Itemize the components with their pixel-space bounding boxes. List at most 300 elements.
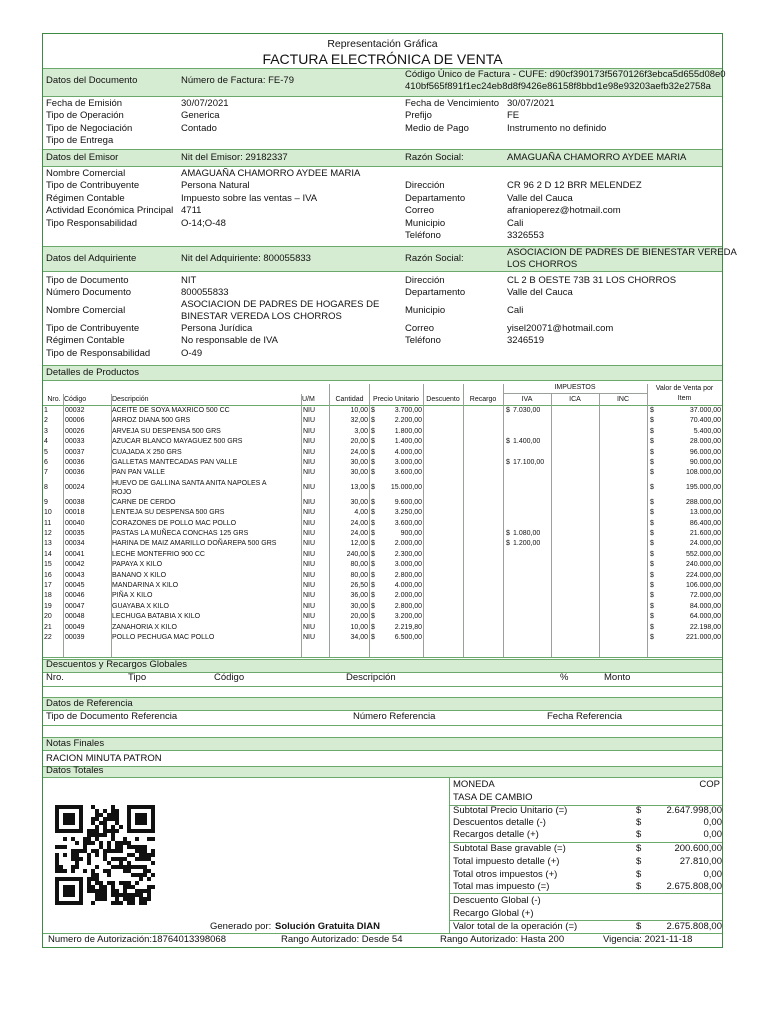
row-description: CORAZONES DE POLLO MAC POLLO	[112, 519, 237, 527]
field-label: Actividad Económica Principal	[46, 205, 174, 216]
field-value: No responsable de IVA	[181, 335, 278, 346]
field-value: 30/07/2021	[181, 98, 229, 109]
field-label: Tipo de Responsabilidad	[46, 348, 151, 359]
total-value: 2.675.808,00	[666, 881, 722, 892]
col-sep-1	[63, 394, 64, 657]
buyer-section-title: Datos del Adquiriente	[46, 253, 137, 264]
exchange-label: TASA DE CAMBIO	[453, 792, 533, 803]
row-price-currency: $	[371, 602, 375, 610]
row-value-currency: $	[650, 407, 654, 414]
row-price-currency: $	[371, 582, 375, 589]
row-price-currency: $	[371, 459, 375, 466]
buyer-razon-label: Razón Social:	[405, 253, 464, 264]
row-price: 2.800,00	[394, 602, 422, 610]
ref-col-numero: Número Referencia	[353, 711, 436, 722]
col-valor-1: Valor de Venta por	[655, 385, 714, 392]
row-description: BANANO X KILO	[112, 571, 167, 579]
range-to: Rango Autorizado: Hasta 200	[440, 934, 565, 945]
row-um: NIU	[303, 427, 316, 435]
row-value: 64.000,00	[689, 613, 721, 621]
issuer-section-title: Datos del Emisor	[46, 152, 119, 163]
row-value-currency: $	[650, 498, 654, 506]
subtitle: Representación Gráfica	[327, 38, 438, 50]
row-um: NIU	[303, 592, 316, 600]
total-currency: $	[636, 805, 642, 816]
row-nro: 13	[44, 540, 52, 548]
row-nro: 16	[44, 571, 52, 579]
row-price: 1.400,00	[394, 438, 422, 446]
row-price: 3.000,00	[394, 561, 422, 569]
field-label: Departamento	[405, 287, 466, 298]
row-value: 22.198,00	[689, 623, 721, 631]
disc-col-monto: Monto	[604, 672, 631, 683]
notes-text: RACION MINUTA PATRON	[46, 753, 162, 764]
products-section-title: Detalles de Productos	[46, 367, 139, 378]
row-nro: 17	[44, 582, 52, 589]
global-charge: Recargo Global (+)	[453, 908, 534, 919]
col-sep-10	[599, 394, 600, 657]
row-description: LECHUGA BATABIA X KILO	[112, 613, 201, 621]
row-um: NIU	[303, 519, 316, 527]
row-price: 2.000,00	[394, 540, 422, 548]
row-description: ROJO	[112, 488, 132, 496]
currency-value: COP	[699, 779, 720, 790]
row-code: 00032	[65, 407, 85, 414]
row-code: 00026	[65, 427, 85, 435]
col-recargo: Recargo	[469, 396, 497, 403]
row-value-currency: $	[650, 519, 654, 527]
row-description: GALLETAS MANTECADAS PAN VALLE	[112, 459, 238, 466]
invoice-number: Número de Factura: FE-79	[181, 75, 294, 86]
field-label: Régimen Contable	[46, 335, 125, 346]
row-nro: 8	[44, 484, 48, 492]
row-price: 3.600,00	[394, 469, 422, 477]
ref-col-tipo: Tipo de Documento Referencia	[46, 711, 178, 722]
total-value: 0,00	[703, 829, 722, 840]
row-price-currency: $	[371, 427, 375, 435]
row-price-currency: $	[371, 561, 375, 569]
row-value-currency: $	[650, 540, 654, 548]
row-value-currency: $	[650, 417, 654, 425]
field-label: Tipo de Entrega	[46, 135, 114, 146]
row-price: 3.250,00	[394, 509, 422, 517]
field-label: Tipo de Negociación	[46, 123, 133, 134]
row-code: 00039	[65, 634, 85, 641]
row-nro: 4	[44, 438, 48, 446]
row-code: 00006	[65, 417, 85, 425]
row-code: 00045	[65, 582, 85, 589]
qr-code	[52, 805, 158, 905]
col-descuento: Descuento	[426, 396, 460, 403]
row-value: 24.000,00	[689, 540, 721, 548]
totals-sep-2	[449, 842, 722, 843]
row-code: 00043	[65, 571, 85, 579]
field-value: CR 96 2 D 12 BRR MELENDEZ	[507, 180, 642, 191]
row-description: PASTAS LA MUÑECA CONCHAS 125 GRS	[112, 530, 249, 537]
row-value-currency: $	[650, 484, 654, 492]
row-value: 221.000,00	[685, 634, 721, 641]
row-description: MANDARINA X KILO	[112, 582, 179, 589]
range-from: Rango Autorizado: Desde 54	[281, 934, 403, 945]
issuer-razon-value: AMAGUAÑA CHAMORRO AYDEE MARIA	[507, 152, 687, 163]
row-price: 9.600,00	[394, 498, 422, 506]
field-label: Prefijo	[405, 110, 432, 121]
row-um: NIU	[303, 448, 316, 456]
col-descripcion: Descripción	[112, 396, 149, 403]
field-value: Cali	[507, 218, 524, 229]
row-um: NIU	[303, 407, 316, 414]
row-nro: 20	[44, 613, 52, 621]
row-um: NIU	[303, 498, 316, 506]
field-label: Fecha de Emisión	[46, 98, 123, 109]
field-value: yisel20071@hotmail.com	[507, 323, 614, 334]
field-value: Valle del Cauca	[507, 287, 573, 298]
row-value-currency: $	[650, 469, 654, 477]
row-value: 288.000,00	[685, 498, 721, 506]
row-nro: 6	[44, 459, 48, 466]
row-um: NIU	[303, 459, 316, 466]
row-price-currency: $	[371, 530, 375, 537]
totals-sep-3	[449, 893, 722, 894]
row-price-currency: $	[371, 484, 375, 492]
field-label: Correo	[405, 205, 435, 216]
issuer-razon-label: Razón Social:	[405, 152, 464, 163]
field-value: O-14;O-48	[181, 218, 226, 229]
row-value: 86.400,00	[689, 519, 721, 527]
row-qty: 36,00	[350, 592, 368, 600]
field-label: Teléfono	[405, 335, 441, 346]
row-value: 90.000,00	[689, 459, 721, 466]
row-price: 1.800,00	[394, 427, 422, 435]
field-label: Municipio	[405, 305, 446, 316]
row-value: 96.000,00	[689, 448, 721, 456]
disc-col-tipo: Tipo	[128, 672, 147, 683]
col-inc: INC	[616, 396, 630, 403]
row-price-currency: $	[371, 571, 375, 579]
row-value: 13.000,00	[689, 509, 721, 517]
col-sep-11	[647, 384, 648, 657]
row-price: 2.800,00	[394, 571, 422, 579]
final-value: 2.675.808,00	[666, 921, 722, 932]
row-price-currency: $	[371, 438, 375, 446]
field-value: Instrumento no definido	[507, 123, 607, 134]
row-description: LENTEJA SU DESPENSA 500 GRS	[112, 509, 225, 517]
field-label: Departamento	[405, 193, 466, 204]
row-description: PIÑA X KILO	[112, 592, 153, 600]
row-qty: 24,00	[350, 519, 368, 527]
row-price-currency: $	[371, 634, 375, 641]
row-description: ARROZ DIANA 500 GRS	[112, 417, 191, 425]
field-label: Régimen Contable	[46, 193, 125, 204]
col-iva: IVA	[521, 396, 533, 403]
row-price-currency: $	[371, 417, 375, 425]
row-iva-currency: $	[506, 530, 510, 537]
row-iva-currency: $	[506, 407, 510, 414]
global-discount: Descuento Global (-)	[453, 895, 541, 906]
total-currency: $	[636, 856, 642, 867]
row-code: 00047	[65, 602, 85, 610]
row-description: PAN PAN VALLE	[112, 469, 165, 477]
total-currency: $	[636, 829, 642, 840]
row-um: NIU	[303, 484, 316, 492]
final-currency: $	[636, 921, 642, 932]
row-qty: 20,00	[350, 438, 368, 446]
row-price: 3.700,00	[394, 407, 422, 414]
col-impuestos: IMPUESTOS	[554, 384, 596, 391]
row-code: 00034	[65, 540, 85, 548]
row-price: 2.000,00	[394, 592, 422, 600]
col-sep-3	[301, 394, 302, 657]
field-value: Cali	[507, 305, 524, 316]
totals-section-title: Datos Totales	[46, 765, 104, 776]
total-value: 27.810,00	[679, 856, 722, 867]
row-description: HARINA DE MAIZ AMARILLO DOÑAREPA 500 GRS	[112, 540, 277, 548]
row-price-currency: $	[371, 498, 375, 506]
total-value: 0,00	[703, 869, 722, 880]
row-qty: 10,00	[350, 623, 368, 631]
row-um: NIU	[303, 561, 316, 569]
row-value-currency: $	[650, 550, 654, 558]
field-value: Generica	[181, 110, 220, 121]
buyer-razon-value-1: ASOCIACION DE PADRES DE BIENESTAR VEREDA	[507, 247, 737, 258]
row-price: 3.200,00	[394, 613, 422, 621]
buyer-razon-value-2: LOS CHORROS	[507, 259, 578, 270]
row-code: 00033	[65, 438, 85, 446]
buyer-nit: Nit del Adquiriente: 800055833	[181, 253, 311, 264]
total-label: Descuentos detalle (-)	[453, 817, 546, 828]
field-label: Teléfono	[405, 230, 441, 241]
field-value: 30/07/2021	[507, 98, 555, 109]
table-header-bottom	[43, 405, 722, 406]
row-iva: 1.200,00	[513, 540, 541, 548]
field-label: Municipio	[405, 218, 446, 229]
row-value-currency: $	[650, 613, 654, 621]
row-um: NIU	[303, 550, 316, 558]
row-price: 2.200,00	[394, 417, 422, 425]
row-price-currency: $	[371, 509, 375, 517]
field-value: Impuesto sobre las ventas – IVA	[181, 193, 318, 204]
row-um: NIU	[303, 582, 316, 589]
row-price-currency: $	[371, 448, 375, 456]
row-um: NIU	[303, 530, 316, 537]
row-iva-currency: $	[506, 540, 510, 548]
row-price: 3.600,00	[394, 519, 422, 527]
row-price: 4.000,00	[394, 582, 422, 589]
col-precio: Precio Unitario	[373, 396, 419, 403]
row-qty: 10,00	[350, 407, 368, 414]
col-codigo: Código	[64, 396, 87, 403]
field-value: afranioperez@hotmail.com	[507, 205, 621, 216]
total-currency: $	[636, 843, 642, 854]
generated-prefix: Generado por:	[210, 921, 272, 932]
field-label: Tipo de Operación	[46, 110, 124, 121]
field-label: Tipo de Contribuyente	[46, 180, 140, 191]
row-price: 3.000,00	[394, 459, 422, 466]
field-value: NIT	[181, 275, 197, 286]
field-label: Tipo de Documento	[46, 275, 129, 286]
row-qty: 30,00	[350, 469, 368, 477]
row-code: 00048	[65, 613, 85, 621]
row-value-currency: $	[650, 582, 654, 589]
row-price-currency: $	[371, 623, 375, 631]
final-label: Valor total de la operación (=)	[453, 921, 578, 932]
row-value: 21.600,00	[689, 530, 721, 537]
row-um: NIU	[303, 509, 316, 517]
total-label: Total mas impuesto (=)	[453, 881, 550, 892]
row-value: 28.000,00	[689, 438, 721, 446]
row-code: 00041	[65, 550, 85, 558]
disc-col-nro: Nro.	[46, 672, 64, 683]
row-um: NIU	[303, 613, 316, 621]
row-value: 224.000,00	[685, 571, 721, 579]
total-label: Total otros impuestos (+)	[453, 869, 558, 880]
row-qty: 13,00	[350, 484, 368, 492]
field-label: Correo	[405, 323, 435, 334]
field-value: Contado	[181, 123, 217, 134]
total-label: Total impuesto detalle (+)	[453, 856, 560, 867]
row-value-currency: $	[650, 623, 654, 631]
total-value: 0,00	[703, 817, 722, 828]
field-value: 800055833	[181, 287, 229, 298]
row-value: 240.000,00	[685, 561, 721, 569]
row-um: NIU	[303, 571, 316, 579]
row-iva: 1.080,00	[513, 530, 541, 537]
row-qty: 80,00	[350, 561, 368, 569]
total-currency: $	[636, 817, 642, 828]
currency-label: MONEDA	[453, 779, 495, 790]
row-value: 552.000,00	[685, 550, 721, 558]
row-iva: 17.100,00	[513, 459, 545, 466]
row-price: 2.219,80	[394, 623, 422, 631]
row-qty: 26,50	[350, 582, 368, 589]
disc-col-descripcion: Descripción	[346, 672, 396, 683]
impuestos-divider	[503, 393, 647, 394]
col-cantidad: Cantidad	[335, 396, 364, 403]
row-price-currency: $	[371, 592, 375, 600]
col-um: U/M	[302, 396, 315, 403]
document-section-title: Datos del Documento	[46, 75, 138, 86]
row-nro: 19	[44, 602, 52, 610]
field-label: Nombre Comercial	[46, 305, 126, 316]
row-code: 00035	[65, 530, 85, 537]
field-label: Nombre Comercial	[46, 168, 126, 179]
row-nro: 15	[44, 561, 52, 569]
row-description: ZANAHORIA X KILO	[112, 623, 177, 631]
reference-bottom	[43, 725, 722, 726]
row-um: NIU	[303, 540, 316, 548]
row-code: 00036	[65, 469, 85, 477]
row-code: 00018	[65, 509, 85, 517]
field-value: Persona Natural	[181, 180, 250, 191]
row-value: 195.000,00	[685, 484, 721, 492]
row-value: 5.400,00	[693, 427, 721, 435]
row-value-currency: $	[650, 438, 654, 446]
row-price-currency: $	[371, 407, 375, 414]
row-qty: 240,00	[346, 550, 368, 558]
row-description: HUEVO DE GALLINA SANTA ANITA NAPOLES A	[112, 479, 267, 487]
row-value: 106.000,00	[685, 582, 721, 589]
field-value: 4711	[181, 205, 202, 216]
row-nro: 5	[44, 448, 48, 456]
row-value-currency: $	[650, 592, 654, 600]
row-qty: 30,00	[350, 498, 368, 506]
row-description: GUAYABA X KILO	[112, 602, 169, 610]
row-qty: 32,00	[350, 417, 368, 425]
row-code: 00046	[65, 592, 85, 600]
row-price: 15.000,00	[390, 484, 422, 492]
authorization-number: Numero de Autorización:18764013398068	[48, 934, 226, 945]
row-value-currency: $	[650, 427, 654, 435]
reference-section-title: Datos de Referencia	[46, 698, 133, 709]
row-nro: 12	[44, 530, 52, 537]
row-value: 108.000,00	[685, 469, 721, 477]
row-nro: 22	[44, 634, 52, 641]
row-qty: 24,00	[350, 448, 368, 456]
field-value: Persona Jurídica	[181, 323, 253, 334]
row-price: 6.500,00	[394, 634, 422, 641]
ref-col-fecha: Fecha Referencia	[547, 711, 622, 722]
row-price-currency: $	[371, 613, 375, 621]
row-code: 00024	[65, 484, 85, 492]
row-value: 37.000,00	[689, 407, 721, 414]
row-nro: 11	[44, 519, 52, 527]
col-sep-9	[551, 394, 552, 657]
row-qty: 3,00	[354, 427, 368, 435]
row-price-currency: $	[371, 519, 375, 527]
row-value-currency: $	[650, 571, 654, 579]
row-iva-currency: $	[506, 438, 510, 446]
field-value: BINESTAR VEREDA LOS CHORROS	[181, 311, 342, 322]
field-value: 3246519	[507, 335, 544, 346]
total-currency: $	[636, 881, 642, 892]
row-nro: 21	[44, 623, 52, 631]
row-description: POLLO PECHUGA MAC POLLO	[112, 634, 215, 641]
row-value-currency: $	[650, 459, 654, 466]
row-iva: 1.400,00	[513, 438, 541, 446]
field-label: Número Documento	[46, 287, 132, 298]
cufe-line-1: Código Único de Factura - CUFE: d90cf390173f5670126f3ebca5d655d08e0	[405, 69, 726, 80]
row-iva: 7.030,00	[513, 407, 541, 414]
field-value: CL 2 B OESTE 73B 31 LOS CHORROS	[507, 275, 677, 286]
row-code: 00038	[65, 498, 85, 506]
row-um: NIU	[303, 602, 316, 610]
row-price: 900,00	[400, 530, 422, 537]
col-sep-7	[463, 384, 464, 657]
table-bottom	[43, 657, 722, 658]
row-description: PAPAYA X KILO	[112, 561, 163, 569]
field-value: FE	[507, 110, 520, 121]
cufe-line-2: 410bf565f891f1ec24eb8d8f9426e86158f8bbd1e98e93203aefb32e2758a	[405, 81, 711, 92]
col-sep-5	[369, 384, 370, 657]
row-um: NIU	[303, 417, 316, 425]
row-value: 72.000,00	[689, 592, 721, 600]
col-ica: ICA	[569, 396, 581, 403]
row-nro: 14	[44, 550, 52, 558]
row-price: 4.000,00	[394, 448, 422, 456]
row-um: NIU	[303, 634, 316, 641]
row-code: 00037	[65, 448, 85, 456]
row-description: ARVEJA SU DESPENSA 500 GRS	[112, 427, 221, 435]
col-sep-6	[423, 384, 424, 657]
row-qty: 24,00	[350, 530, 368, 537]
row-nro: 9	[44, 498, 48, 506]
field-value: Valle del Cauca	[507, 193, 573, 204]
row-qty: 12,00	[350, 540, 368, 548]
total-value: 2.647.998,00	[666, 805, 722, 816]
col-nro: Nro.	[47, 396, 61, 403]
row-code: 00036	[65, 459, 85, 466]
field-label: Tipo de Contribuyente	[46, 323, 140, 334]
